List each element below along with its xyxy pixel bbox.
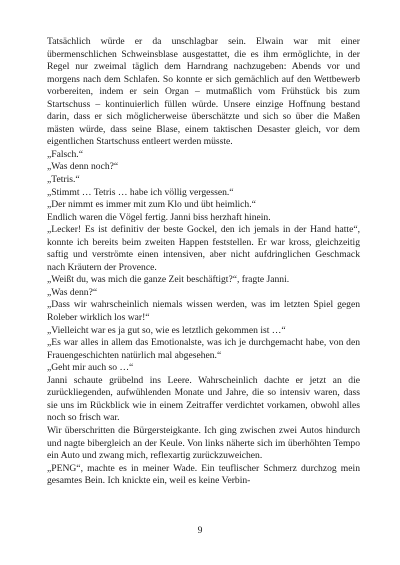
paragraph: „PENG“, machte es in meiner Wade. Ein teuflischer Schmerz durchzog mein gesamtes Bein. Ich knickte ein, weil es keine Verbin- (47, 462, 360, 487)
paragraph: „Stimmt … Tetris … habe ich völlig vergessen.“ (47, 186, 234, 198)
paragraph: „Falsch.“ (47, 148, 83, 160)
paragraph: „Lecker! Es ist definitiv der beste Gockel, den ich jemals in der Hand hatte“, konnte ich bereits beim zweiten Happen feststellen. Er war kross, gleichzeitig saftig und verströmte einen intensiven, aber nicht aufdringlichen Geschmack nach Kräutern der Provence. (47, 224, 360, 273)
paragraph: „Dass wir wahrscheinlich niemals wissen werden, was im letzten Spiel gegen Roleber wirklich los war!“ (47, 299, 360, 324)
paragraph: Tatsächlich würde er da unschlagbar sein. Elwain war mit einer übermenschlichen Schweinsblase ausgestattet, die es ihm ermöglichte, in der Regel nur zweimal täglich dem Harndrang nachzugeben: Abends vor und morgens nach dem Schlafen. So konnte er sich gemächlich auf den Wettbewerb vorbereiten, indem er sein Organ – mutmaßlich vom Frühstück bis zum Startschuss – kontinuierlich füllen würde. Unsere einzige Hoffnung bestand darin, dass er sich möglicherweise überschätzte und sich so über die Maßen mästen würde, dass seine Blase, einem taktischen Desaster gleich, vor dem eigentlichen Startschuss entleert werden müsste. (47, 36, 360, 148)
paragraph: „Geht mir auch so …“ (47, 362, 134, 374)
paragraph: „Was denn noch?“ (47, 161, 119, 173)
paragraph: „Vielleicht war es ja gut so, wie es letztlich gekommen ist …“ (47, 324, 286, 336)
body-text (47, 36, 360, 488)
paragraph: „Der nimmt es immer mit zum Klo und übt heimlich.“ (47, 199, 256, 211)
paragraph: „Weißt du, was mich die ganze Zeit beschäftigt?“, fragte Janni. (47, 274, 290, 286)
paragraph: Wir überschritten die Bürgersteigkante. Ich ging zwischen zwei Autos hindurch und nagte bibergleich an der Keule. Von links näherte sich im überhöhten Tempo ein Auto und zwang mich, reflexartig zurückzuweichen. (47, 424, 360, 462)
paragraph: Janni schaute grübelnd ins Leere. Wahrscheinlich dachte er jetzt an die zurückliegenden, aufwühlenden Monate und Jahre, die so intensiv waren, dass sie uns im Rückblick wie in einem Zeitraffer verdichtet vorkamen, obwohl alles noch so frisch war. (47, 374, 360, 424)
paragraph: „Tetris.“ (47, 174, 80, 186)
paragraph: „Was denn?“ (47, 286, 98, 298)
page-number: 9 (197, 525, 203, 536)
paragraph: „Es war alles in allem das Emotionalste, was ich je durchgemacht habe, von den Frauengeschichten natürlich mal abgesehen.“ (47, 337, 360, 361)
paragraph: Endlich waren die Vögel fertig. Janni biss herzhaft hinein. (47, 211, 271, 223)
